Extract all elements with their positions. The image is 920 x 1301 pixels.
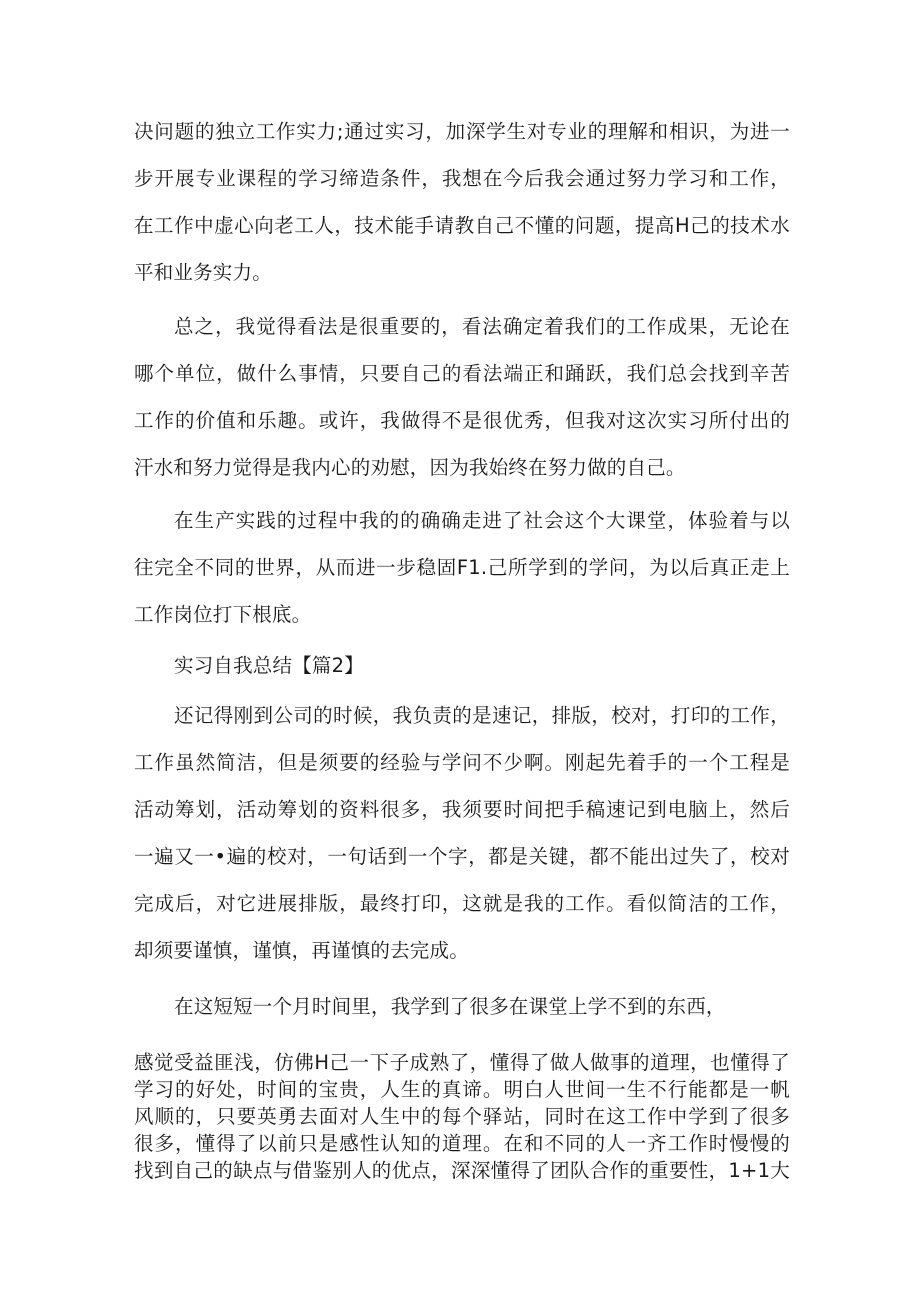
paragraph-line: 却须要谨慎，谨慎，再谨慎的去完成。 (134, 939, 469, 962)
paragraph-line: 总之，我觉得看法是很重要的，看法确定着我们的工作成果，无论在 (174, 315, 790, 338)
paragraph-line: 完成后，对它进展排版，最终打印，这就是我的工作。看似简洁的工作， (134, 892, 790, 915)
paragraph-line: 工作虽然简洁，但是须要的经验与学问不少啊。刚起先着手的一个工程是 (134, 751, 790, 774)
paragraph-line: 活动筹划，活动筹划的资料很多，我须要时间把手稿速记到电脑上，然后 (134, 798, 790, 821)
paragraph-line: 在生产实践的过程中我的的确确走进了社会这个大课堂，体验着与以 (174, 509, 790, 532)
paragraph-line: 感觉受益匪浅，仿佛H己一下子成熟了，懂得了做人做事的道理，也懂得了 (134, 1051, 790, 1074)
paragraph-line: 还记得刚到公司的时候，我负责的是速记，排版，校对，打印的工作， (174, 704, 790, 727)
paragraph-line: 平和业务实力。 (134, 261, 272, 284)
paragraph-line: 哪个单位，做什么事情，只要自己的看法端正和踊跃，我们总会找到辛苦 (134, 362, 790, 385)
paragraph-line: 步开展专业课程的学习缔造条件，我想在今后我会通过努力学习和工作， (134, 167, 790, 190)
paragraph-line: 工作的价值和乐趣。或许，我做得不是很优秀，但我对这次实习所付出的 (134, 409, 790, 432)
paragraph-line: 找到自己的缺点与借鉴别人的优点，深深懂得了团队合作的重要性，1+1大 (134, 1159, 790, 1182)
paragraph-line: 在工作中虚心向老工人，技术能手请教自己不懂的问题，提高H己的技术水 (134, 214, 790, 237)
section-heading: 实习自我总结【篇2】 (174, 654, 364, 677)
paragraph-line: 风顺的，只要英勇去面对人生中的每个驿站，同时在这工作中学到了很多 (134, 1105, 790, 1128)
paragraph-line: 决问题的独立工作实力;通过实习，加深学生对专业的理解和相识，为进一 (134, 120, 790, 143)
paragraph-line: 工作岗位打下根底。 (134, 603, 312, 626)
paragraph-line: 很多，懂得了以前只是感性认知的道理。在和不同的人一齐工作时慢慢的 (134, 1132, 790, 1155)
paragraph-line: 学习的好处，时间的宝贵，人生的真谛。明白人世间一生不行能都是一帆 (134, 1078, 790, 1101)
paragraph-line: 在这短短一个月时间里，我学到了很多在课堂上学不到的东西， (174, 995, 726, 1018)
paragraph-line: 一遍又一•遍的校对，一句话到一个字，都是关键，都不能出过失了，校对 (134, 845, 790, 868)
paragraph-line: 往完全不同的世界，从而进一步稳固F1.己所学到的学问，为以后真正走上 (134, 556, 790, 579)
paragraph-line: 汗水和努力觉得是我内心的劝慰，因为我始终在努力做的自己。 (134, 456, 686, 479)
